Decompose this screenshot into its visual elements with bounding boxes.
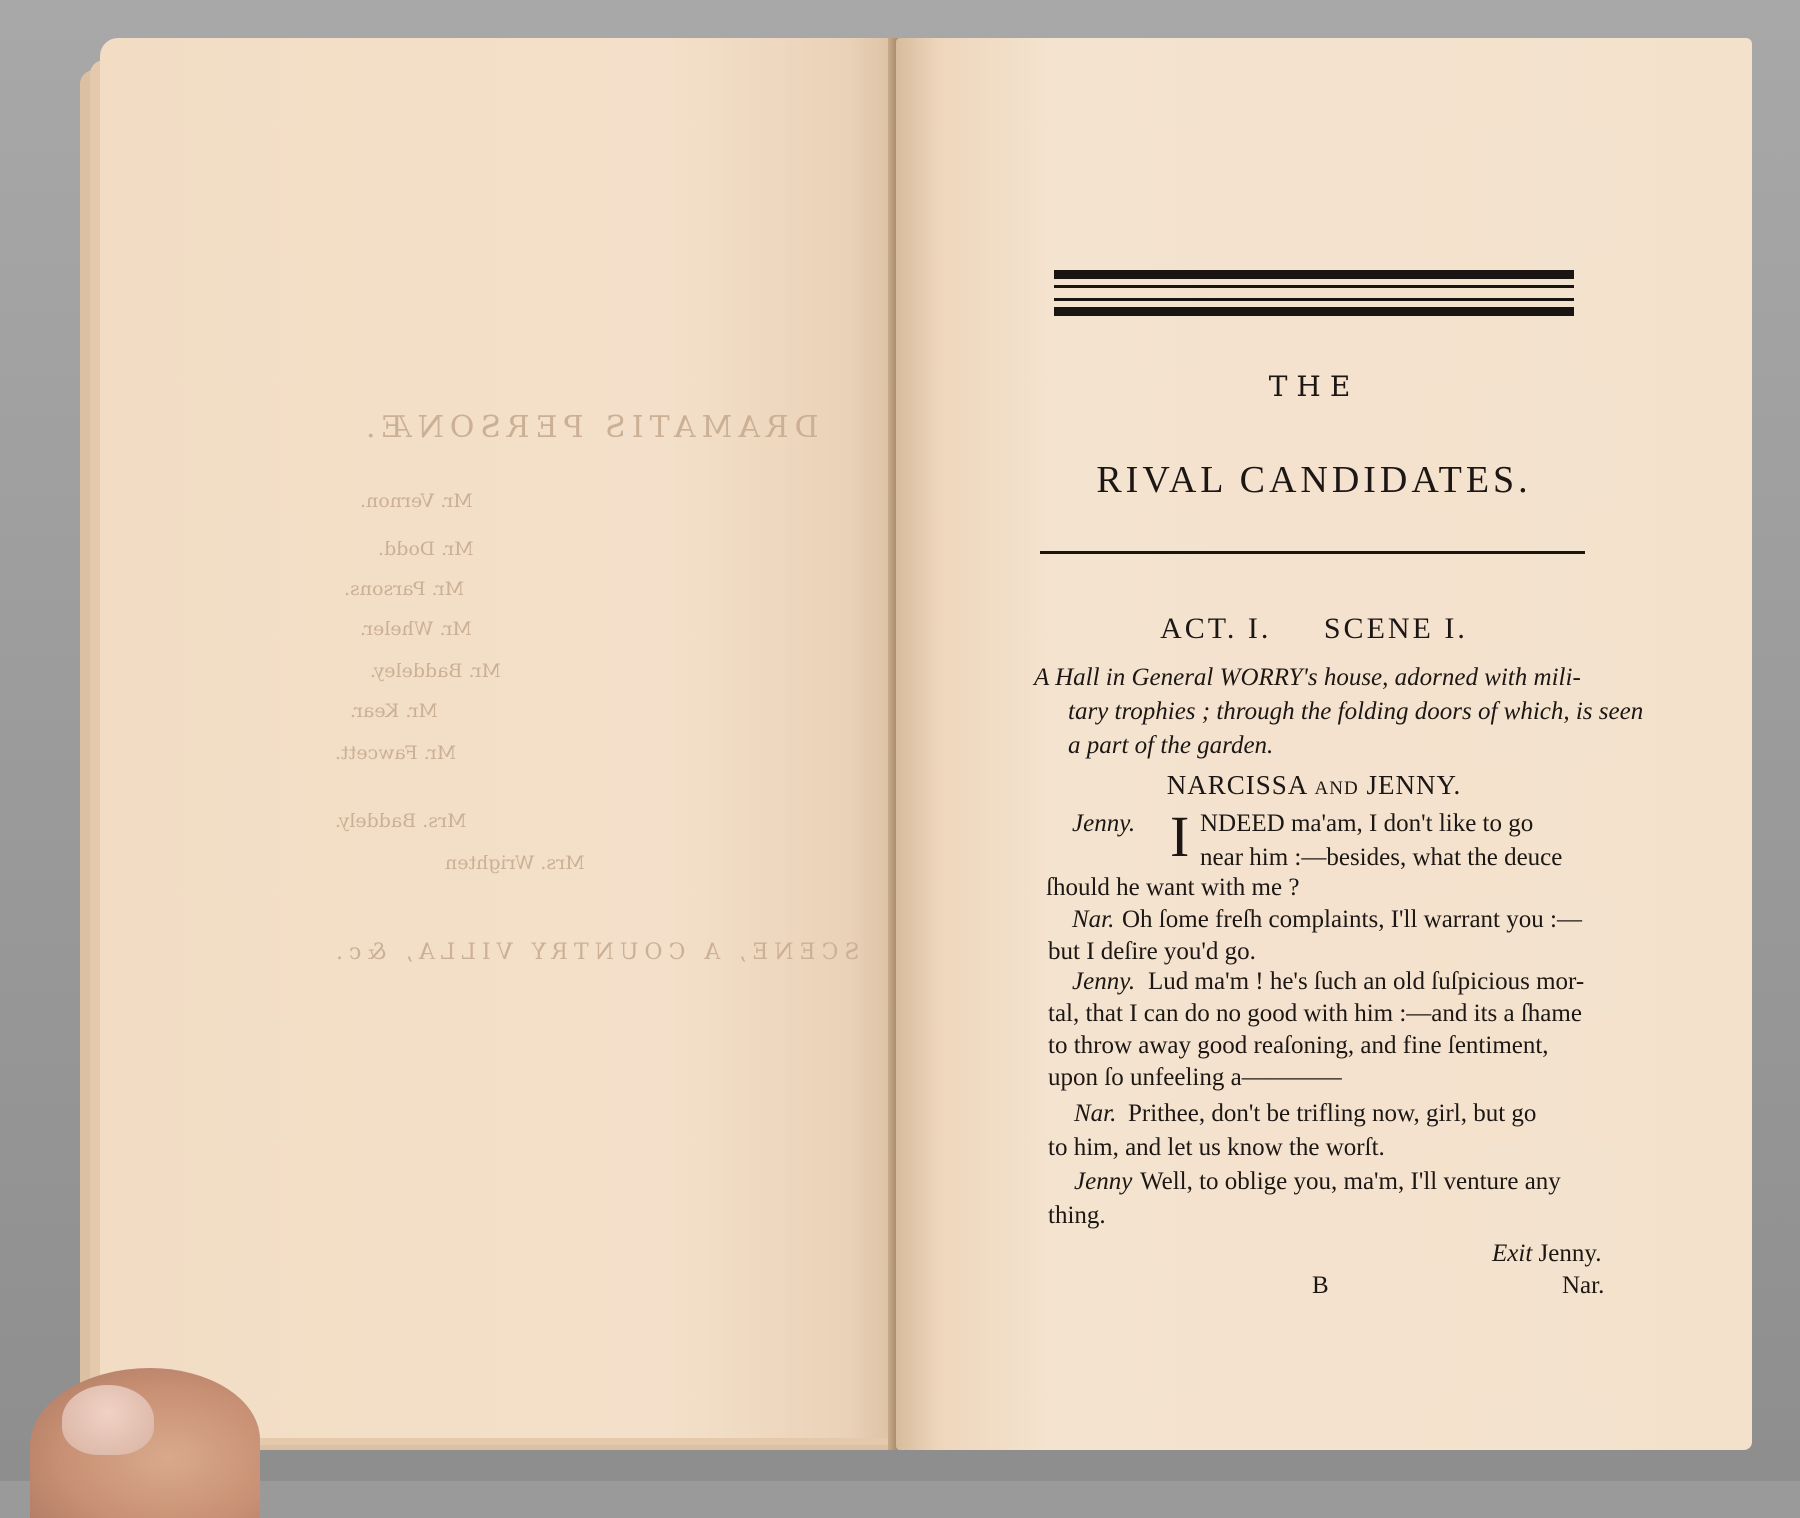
speaker-name: Jenny. [1072,810,1136,837]
dialogue-line: near him :—besides, what the deuce [1200,844,1563,871]
page-title: RIVAL CANDIDATES. [1096,459,1532,501]
bleed-title: DRAMATIS PERSONÆ. [360,410,819,445]
dialogue-line: but I deſire you'd go. [1048,938,1256,965]
bleed-line: Mr. Kear. [350,700,438,722]
title-rule [1040,551,1585,554]
dialogue-line: Prithee, don't be trifling now, girl, but go [1128,1100,1537,1127]
dialogue-line: NDEED ma'am, I don't like to go [1200,810,1534,837]
dialogue-line: Well, to oblige you, ma'm, I'll venture any [1140,1168,1561,1195]
bleed-scene: SCENE, A COUNTRY VILLA, &c. [330,940,860,965]
bleed-line: Mr. Parsons. [344,578,465,600]
head-rule-bottom [1054,307,1574,316]
drop-cap: I [1170,804,1190,869]
right-page [896,38,1752,1450]
head-rule-middle [1054,285,1574,288]
speaker-name: Jenny [1074,1168,1133,1195]
speaker-name: Nar. [1072,906,1115,933]
stage-direction-line: A Hall in General WORRY's house, adorned with mili- [1034,664,1581,691]
dialogue-line: upon ſo unfeeling a———— [1048,1064,1342,1091]
bleed-line: Mr. Fawcett. [335,742,457,764]
bleed-line: Mr. Dodd. [378,538,474,560]
bleed-line: Mr. Baddeley. [370,660,501,682]
left-page [100,38,904,1438]
title-the: THE [1268,370,1360,403]
stage-direction-line: a part of the garden. [1068,732,1274,759]
bleed-line: Mr. Vernon. [360,490,473,512]
dialogue-line: Lud ma'm ! he's ſuch an old ſuſpicious mor- [1148,968,1585,995]
speaker-name: Jenny. [1072,968,1136,995]
speaker-name: Nar. [1074,1100,1117,1127]
catchword: Nar. [1562,1272,1605,1299]
dialogue-line: thing. [1048,1202,1106,1229]
bleed-line: Mrs. Wrighten [445,852,585,874]
thumbnail [62,1385,154,1455]
dialogue-line: to throw away good reaſoning, and fine ſentiment, [1048,1032,1549,1059]
dialogue-line: to him, and let us know the worſt. [1048,1134,1385,1161]
dialogue-line: tal, that I can do no good with him :—and its a ſhame [1048,1000,1582,1027]
exit-word: Exit [1492,1240,1533,1267]
bleed-line: Mrs. Baddely. [335,810,467,832]
head-rule-top [1054,270,1574,279]
act-scene-heading: ACT. I. SCENE I. [1160,612,1468,645]
head-rule-lower [1054,298,1574,301]
dialogue-line: ſhould he want with me ? [1046,874,1300,901]
exit-direction [1492,1240,1601,1268]
stage-direction-line: tary trophies ; through the folding doors of which, is seen [1068,698,1644,725]
bleed-line: Mr. Wheler. [360,618,472,640]
dialogue-line: Oh ſome freſh complaints, I'll warrant you :— [1122,906,1582,933]
characters-on-stage: NARCISSA and JENNY. [1166,770,1462,800]
exit-character: Jenny. [1538,1240,1602,1267]
signature-mark: B [1312,1272,1329,1299]
